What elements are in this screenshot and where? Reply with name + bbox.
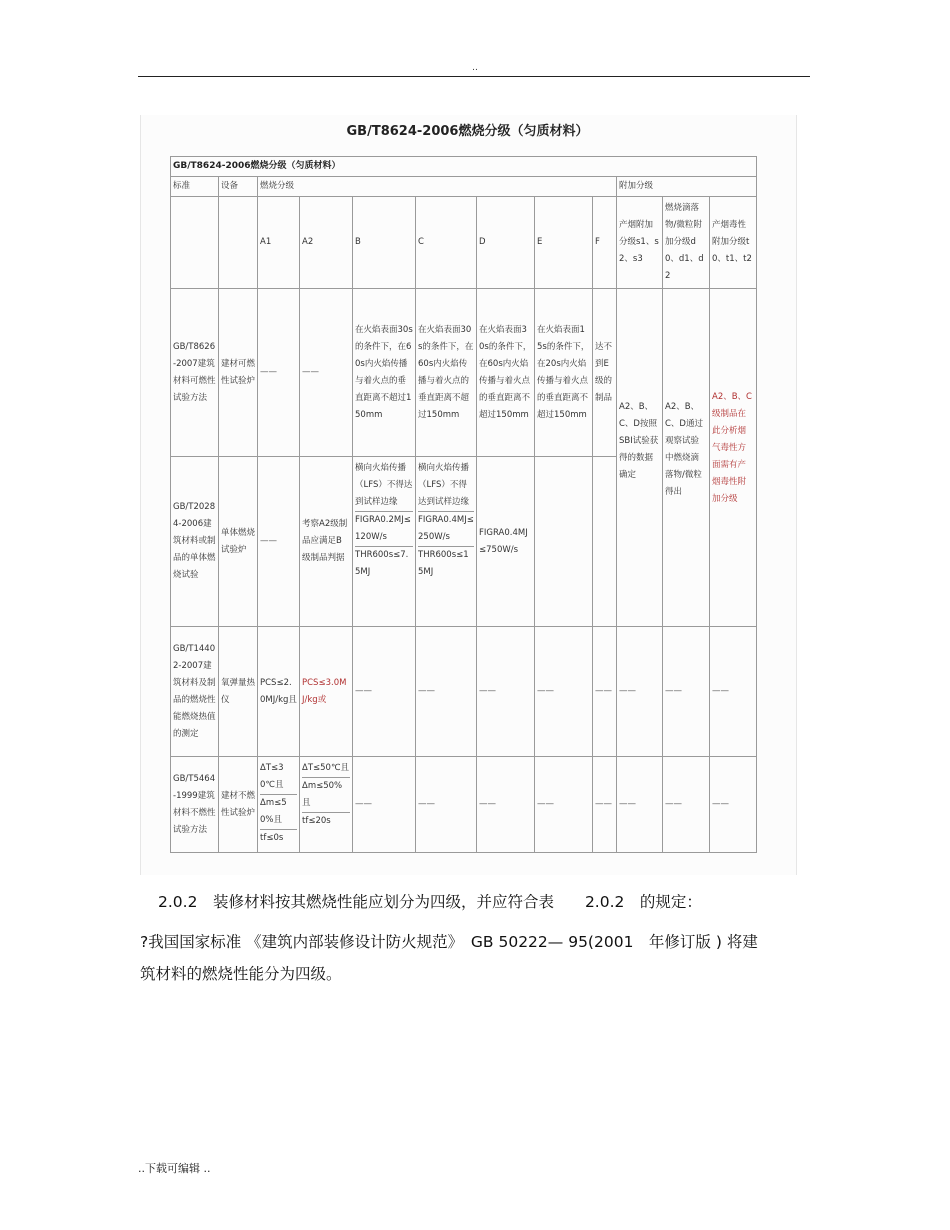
header-droplets: 燃烧滴落物/微粒附加分级d0、d1、d2 [663,197,710,289]
row4-toxicity: —— [710,757,757,853]
header-combustion-class: 燃烧分级 [258,177,617,197]
row4-a1 [258,757,300,853]
header-smoke: 产烟附加分级s1、s2、s3 [617,197,663,289]
row3-droplets: —— [663,627,710,757]
row2-f [593,457,617,627]
row2-c-figra: FIGRA0.4MJ≤250W/s [418,511,474,546]
row1-f: 达不到E级的制品 [593,289,617,457]
row1-toxicity: A2、B、C级制品在此分析烟气毒性方面需有产烟毒性附加分级 [710,289,757,627]
row4-a2 [300,757,353,853]
row4-d: —— [477,757,535,853]
row3-a2: PCS≤3.0MJ/kg或 [300,627,353,757]
row3-smoke: —— [617,627,663,757]
header-rule [138,76,810,77]
row1-standard: GB/T8626-2007建筑材料可燃性试验方法 [171,289,219,457]
header-e: E [535,197,593,289]
row3-a1: PCS≤2.0MJ/kg且 [258,627,300,757]
header-empty-standard [171,197,219,289]
row1-equipment: 建材可燃性试验炉 [219,289,258,457]
header-empty-equipment [219,197,258,289]
combustion-class-table [170,156,757,853]
row2-standard: GB/T20284-2006建筑材料或制品的单体燃烧试验 [171,457,219,627]
row4-b: —— [353,757,416,853]
body-line-3: 筑材料的燃烧性能分为四级。 [140,965,342,983]
row4-c: —— [416,757,477,853]
row2-c-lfs: 横向火焰传播（LFS）不得达到试样边缘 [418,463,470,507]
row1-smoke: A2、B、C、D按照SBI试验获得的数据确定 [617,289,663,627]
header-a2: A2 [300,197,353,289]
row2-b-thr: THR600s≤7.5MJ [355,546,413,581]
row4-a1-dm: Δm≤50%且 [260,794,297,829]
row1-droplets: A2、B、C、D通过观察试验中燃烧滴落物/微粒得出 [663,289,710,627]
row4-e: —— [535,757,593,853]
row1-a2: —— [300,289,353,457]
row1-a1: —— [258,289,300,457]
row2-b [353,457,416,627]
row3-d: —— [477,627,535,757]
row2-b-figra: FIGRA0.2MJ≤120W/s [355,511,413,546]
row3-f: —— [593,627,617,757]
row2-a1: —— [258,457,300,627]
row2-equipment: 单体燃烧试验炉 [219,457,258,627]
header-d: D [477,197,535,289]
header-b: B [353,197,416,289]
header-standard: 标准 [171,177,219,197]
row2-c [416,457,477,627]
header-additional-class: 附加分级 [617,177,757,197]
row1-e: 在火焰表面15s的条件下，在20s内火焰传播与着火点的垂直距离不超过150mm [535,289,593,457]
header-mark: .. [472,63,478,73]
row4-a1-tf: tf≤0s [260,829,297,847]
row3-b: —— [353,627,416,757]
image-title: GB/T8624-2006燃烧分级（匀质材料） [346,124,589,139]
row3-e: —— [535,627,593,757]
row4-smoke: —— [617,757,663,853]
body-line-1: 2.0.2 装修材料按其燃烧性能应划分为四级，并应符合表 2.0.2 的规定： [158,893,702,911]
table-caption: GB/T8624-2006燃烧分级（匀质材料） [171,157,757,177]
row3-c: —— [416,627,477,757]
body-line-2: ?我国国家标准 《建筑内部装修设计防火规范》 GB 50222— 95(2001 年修订版 ) 将建 [140,933,758,951]
row2-e [535,457,593,627]
row4-standard: GB/T5464-1999建筑材料不燃性试验方法 [171,757,219,853]
footer-note: ..下载可编辑 .. [138,1162,211,1175]
row4-a1-dt: ΔT≤30℃且 [260,763,284,790]
row2-d: FIGRA0.4MJ≤750W/s [477,457,535,627]
row2-a2: 考察A2级制品应满足B级制品判据 [300,457,353,627]
header-f: F [593,197,617,289]
row4-a2-dm: Δm≤50%且 [302,777,350,812]
row1-d: 在火焰表面30s的条件下，在60s内火焰传播与着火点的垂直距离不超过150mm [477,289,535,457]
row3-equipment: 氧弹量热仪 [219,627,258,757]
header-c: C [416,197,477,289]
row3-standard: GB/T14402-2007建筑材料及制品的燃烧性能燃烧热值的测定 [171,627,219,757]
row2-c-thr: THR600s≤15MJ [418,546,474,581]
row4-a2-tf: tf≤20s [302,812,350,830]
row3-toxicity: —— [710,627,757,757]
header-a1: A1 [258,197,300,289]
row1-c: 在火焰表面30s的条件下，在60s内火焰传播与着火点的垂直距离不超过150mm [416,289,477,457]
row4-droplets: —— [663,757,710,853]
header-equipment: 设备 [219,177,258,197]
row4-equipment: 建材不燃性试验炉 [219,757,258,853]
row4-a2-dt: ΔT≤50℃且 [302,763,349,773]
row4-f: —— [593,757,617,853]
row2-b-lfs: 横向火焰传播（LFS）不得达到试样边缘 [355,463,413,507]
row1-b: 在火焰表面30s的条件下，在60s内火焰传播与着火点的垂直距离不超过150mm [353,289,416,457]
header-toxicity: 产烟毒性附加分级t0、t1、t2 [710,197,757,289]
